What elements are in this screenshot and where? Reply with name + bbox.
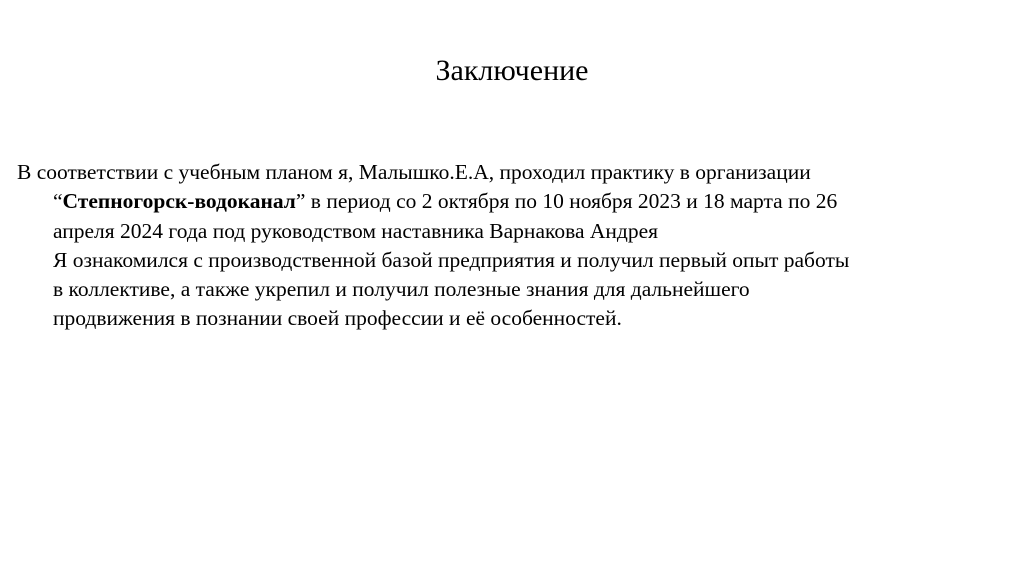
paragraph-2-line-1: Я ознакомился с производственной базой предприятия и получил первый опыт работы xyxy=(53,247,850,272)
open-quote: “ xyxy=(53,189,63,214)
slide-body xyxy=(17,158,1017,334)
paragraph-1-line-2-rest: ” в период со 2 октября по 10 ноября 2023 и 18 марта по 26 xyxy=(295,189,838,214)
paragraph-1-line-1: В соответствии с учебным планом я, Малышко.Е.А, проходил практику в организации xyxy=(17,160,811,184)
slide-title: Заключение xyxy=(435,54,589,87)
paragraph-2-line-3: продвижения в познании своей профессии и её особенностей. xyxy=(53,306,622,331)
organization-name: Степногорск-водоканал xyxy=(62,189,296,214)
paragraph-2-line-2: в коллективе, а также укрепил и получил полезные знания для дальнейшего xyxy=(53,277,750,302)
paragraph-1-line-3: апреля 2024 года под руководством наставника Варнакова Андрея xyxy=(53,218,659,243)
paragraph-1-line-2 xyxy=(17,187,1017,216)
